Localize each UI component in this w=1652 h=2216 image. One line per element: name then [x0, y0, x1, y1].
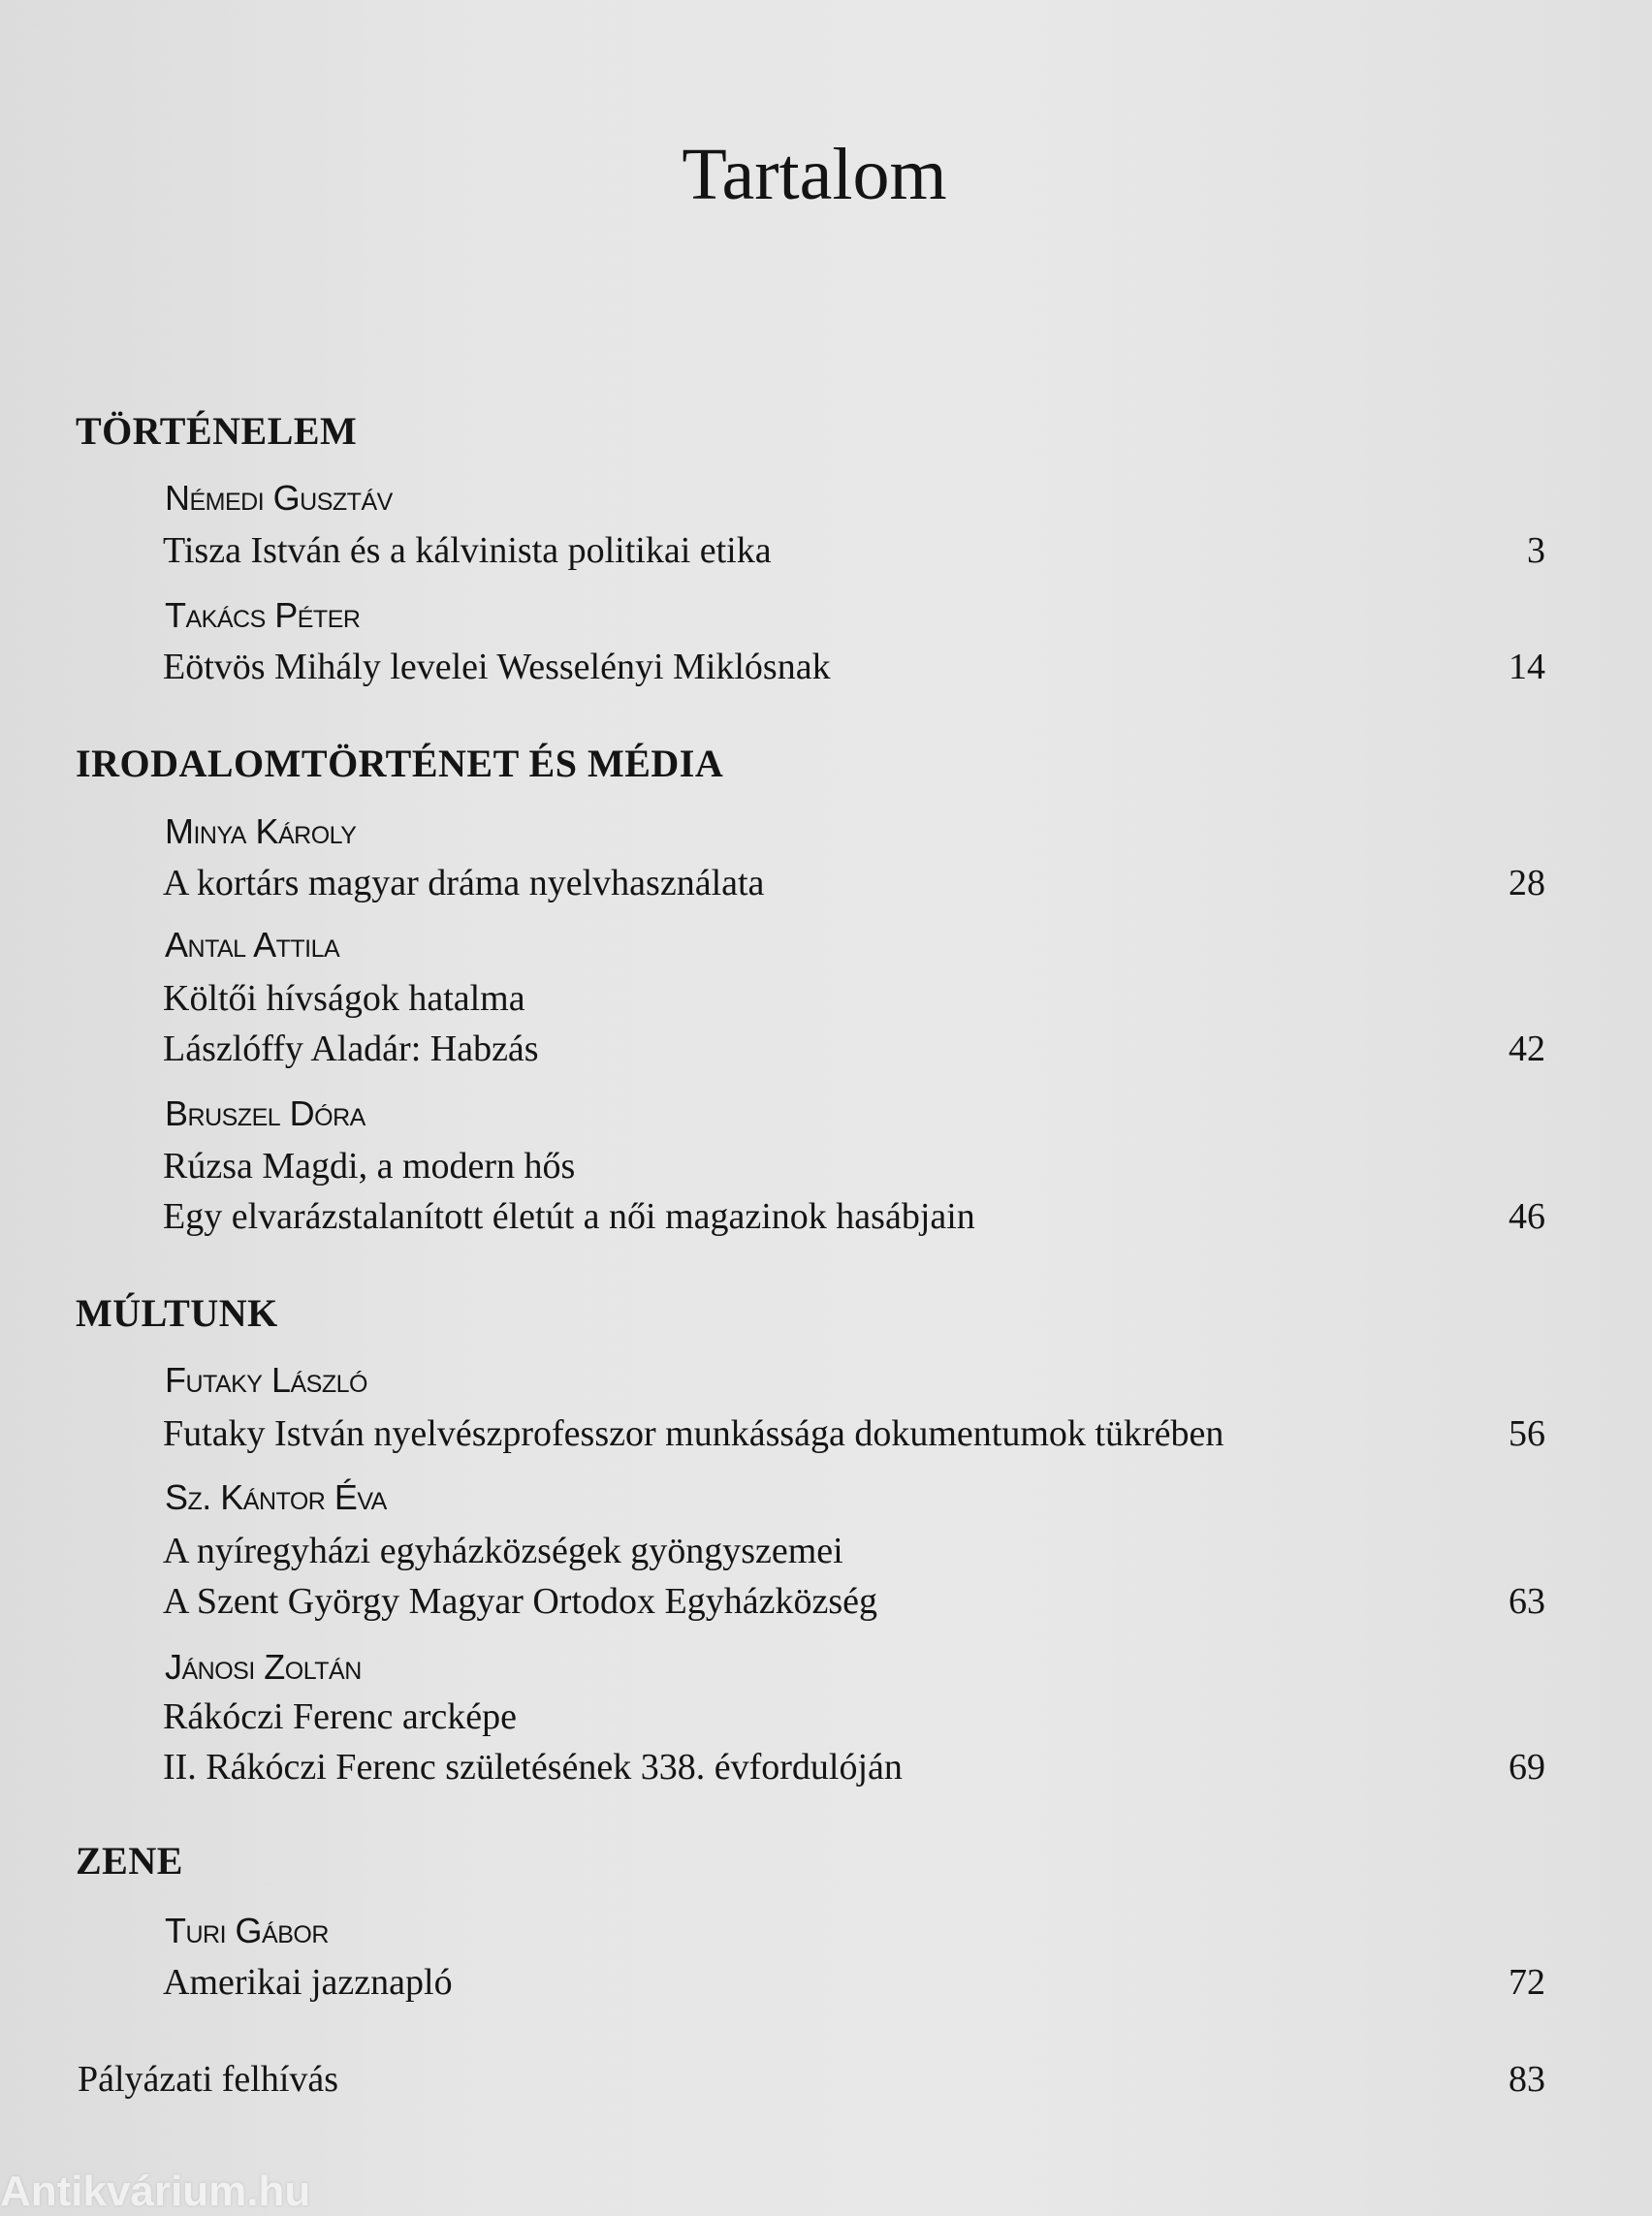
article-title: A kortárs magyar dráma nyelvhasználata [163, 863, 765, 903]
author: Antal Attila [165, 925, 340, 965]
article-title: Rúzsa Magdi, a modern hős [163, 1146, 576, 1187]
watermark: Antikvárium.hu [0, 2168, 311, 2215]
article-title: Rákóczi Ferenc arcképe [163, 1696, 518, 1737]
author: Sz. Kántor Éva [165, 1477, 387, 1517]
page-number: 69 [1509, 1747, 1545, 1788]
page-number: 14 [1509, 647, 1545, 687]
author: Bruszel Dóra [165, 1093, 365, 1133]
page-number: 46 [1509, 1196, 1545, 1237]
section-heading: TÖRTÉNELEM [76, 409, 358, 453]
page-number: 63 [1509, 1581, 1545, 1622]
section-heading: IRODALOMTÖRTÉNET ÉS MÉDIA [76, 742, 724, 785]
author: Jánosi Zoltán [165, 1647, 362, 1687]
article-title: Költői hívságok hatalma [163, 978, 525, 1019]
page-number: 72 [1509, 1962, 1545, 2003]
article-subtitle: Lászlóffy Aladár: Habzás [163, 1029, 539, 1069]
page-number: 3 [1527, 530, 1545, 571]
article-subtitle: Egy elvarázstalanított életút a női magazinok hasábjain [163, 1196, 975, 1237]
section-heading: MÚLTUNK [76, 1291, 278, 1335]
page-number: 56 [1509, 1413, 1545, 1454]
article-title: Amerikai jazznapló [163, 1962, 453, 2003]
article-title: A nyíregyházi egyházközségek gyöngyszemei [163, 1531, 843, 1571]
author: Némedi Gusztáv [165, 478, 393, 518]
article-title: Futaky István nyelvészprofesszor munkássága dokumentumok tükrében [163, 1413, 1224, 1454]
article-title: Tisza István és a kálvinista politikai etika [163, 530, 772, 571]
page-title: Tartalom [682, 134, 947, 215]
section-heading: ZENE [76, 1839, 183, 1883]
page-number: 28 [1509, 863, 1545, 903]
author: Futaky László [165, 1360, 367, 1400]
author: Turi Gábor [165, 1911, 329, 1950]
page-number: 83 [1509, 2059, 1545, 2100]
article-subtitle: II. Rákóczi Ferenc születésének 338. évfordulóján [163, 1747, 903, 1788]
article-subtitle: A Szent György Magyar Ortodox Egyházközség [163, 1581, 877, 1622]
author: Takács Péter [165, 595, 361, 635]
page-number: 42 [1509, 1029, 1545, 1069]
author: Minya Károly [165, 811, 357, 851]
article-title: Eötvös Mihály levelei Wesselényi Miklósnak [163, 647, 831, 687]
misc-entry: Pályázati felhívás [78, 2059, 339, 2100]
